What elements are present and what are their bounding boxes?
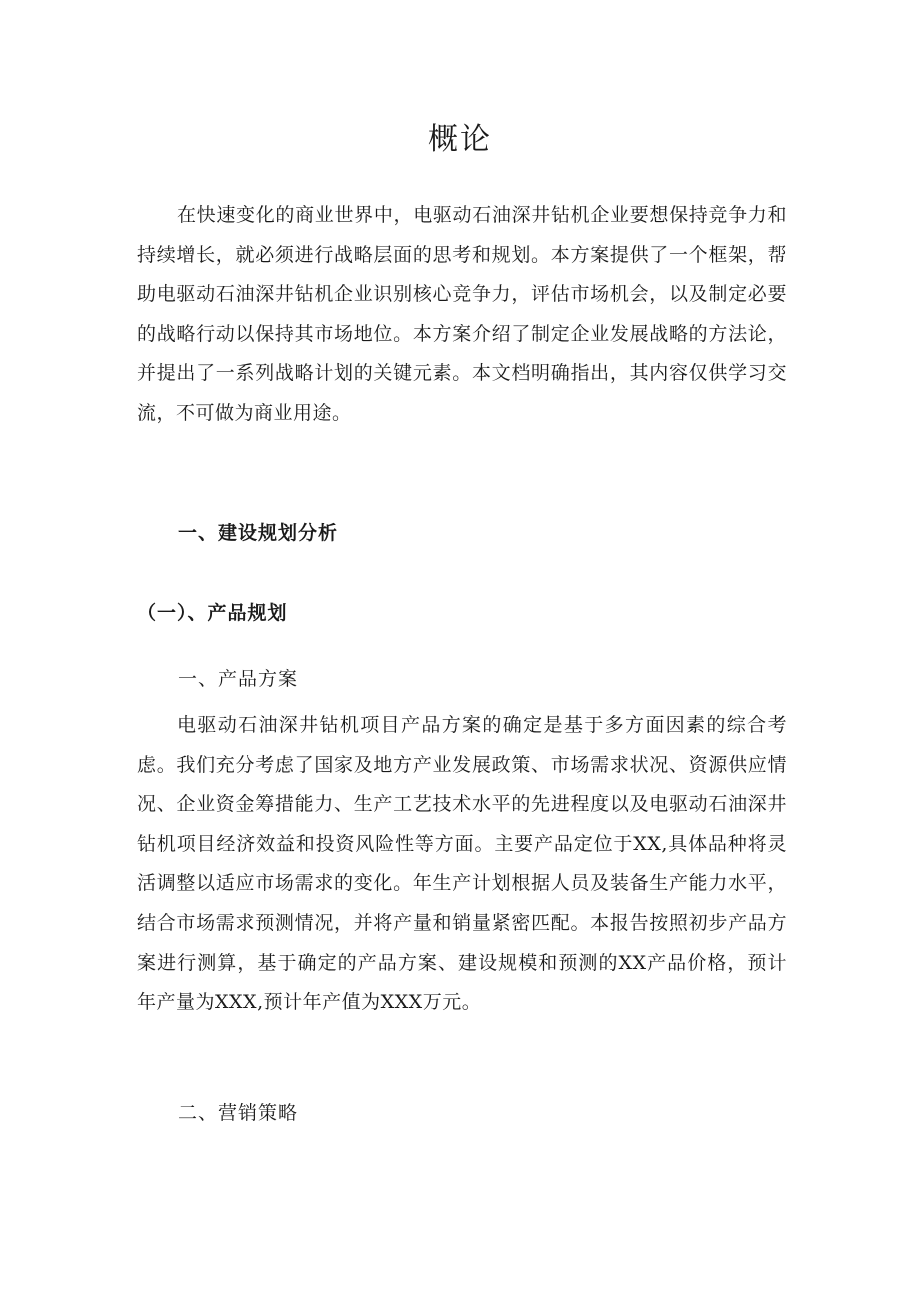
product-plan-paragraph: 电驱动石油深井钻机项目产品方案的确定是基于多方面因素的综合考虑。我们充分考虑了国家及地方产业发展政策、市场需求状况、资源供应情况、企业资金筹措能力、生产工艺技术水平的先进程度以及电驱动石油深井钻机项目经济效益和投资风险性等方面。主要产品定位于XX,具体品种将灵活调整以适应市场需求的变化。年生产计划根据人员及装备生产能力水平，结合市场需求预测情况，并将产量和销量紧密匹配。本报告按照初步产品方案进行测算，基于确定的产品方案、建设规模和预测的XX产品价格，预计年产量为XXX,预计年产值为XXX万元。 [137,714,787,1014]
item-heading-marketing-strategy: 二、营销策略 [178,1102,299,1124]
item-heading-product-plan: 一、产品方案 [178,668,299,690]
subsection-heading-product-planning: （一）、产品规划 [137,602,288,624]
section-heading-construction-planning: 一、建设规划分析 [178,522,339,544]
intro-paragraph: 在快速变化的商业世界中，电驱动石油深井钻机企业要想保持竞争力和持续增长，就必须进行战略层面的思考和规划。本方案提供了一个框架，帮助电驱动石油深井钻机企业识别核心竞争力，评估市场机会，以及制定必要的战略行动以保持其市场地位。本方案介绍了制定企业发展战略的方法论，并提出了一系列战略计划的关键元素。本文档明确指出，其内容仅供学习交流，不可做为商业用途。 [137,204,787,424]
page-title: 概论 [428,122,492,157]
